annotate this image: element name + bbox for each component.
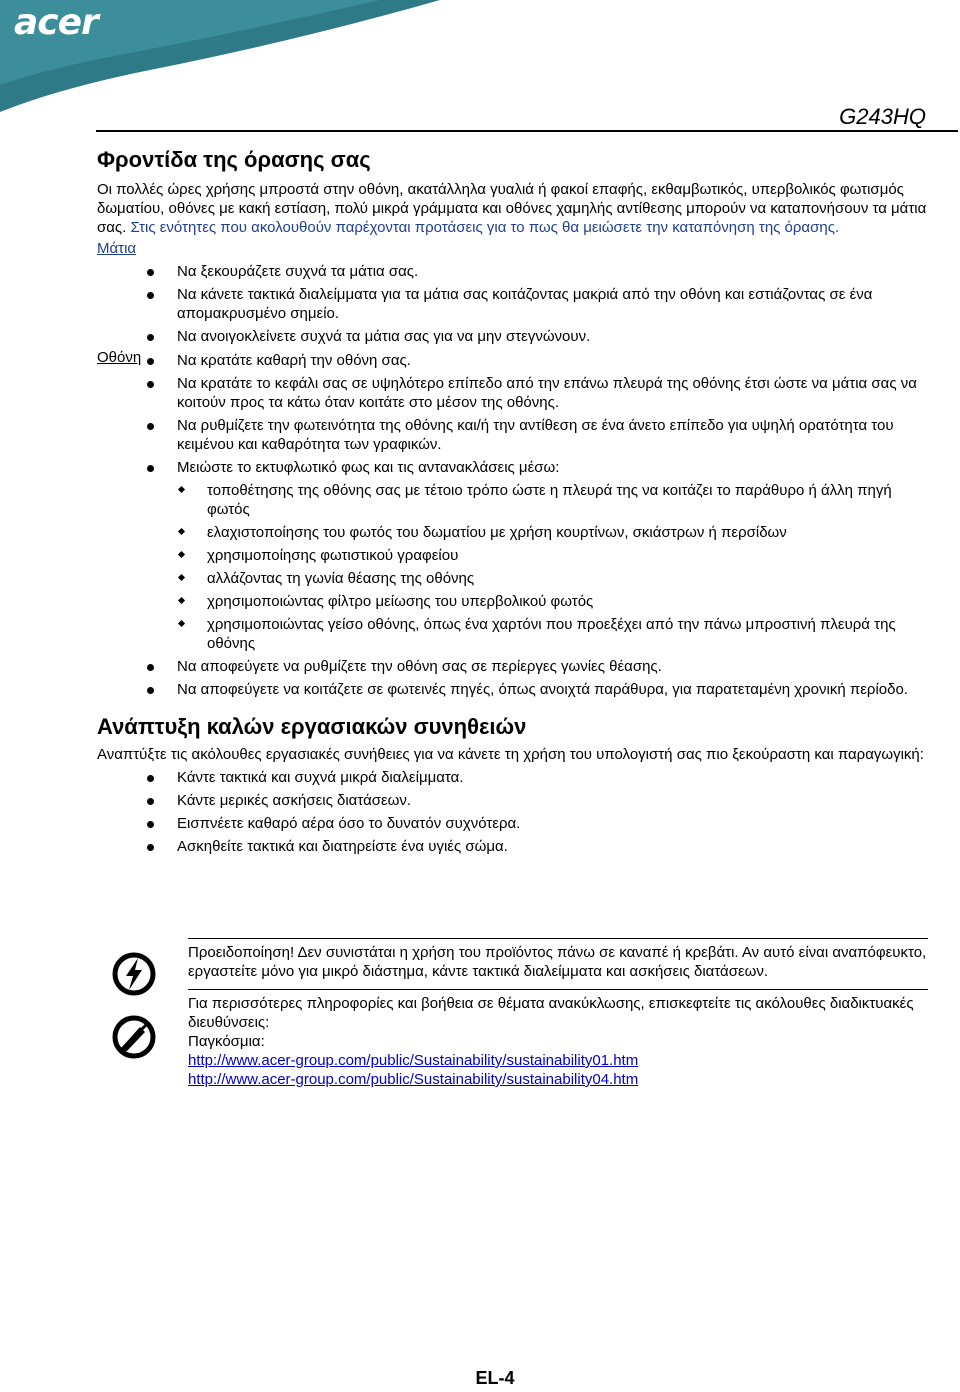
subheading-eyes: Μάτια	[97, 240, 137, 257]
recycle-note	[98, 989, 928, 1089]
bullet-icon	[147, 334, 154, 341]
list-item-text: Να ανοιγοκλείνετε συχνά τα μάτια σας για να μην στεγνώνουν.	[177, 328, 591, 345]
acer-logo: acer	[14, 2, 98, 43]
sublist-item	[97, 546, 927, 565]
list-item-text: Να ξεκουράζετε συχνά τα μάτια σας.	[177, 263, 419, 280]
list-item-text: Εισπνέετε καθαρό αέρα όσο το δυνατόν συχνότερα.	[177, 815, 521, 832]
bullet-icon	[147, 798, 154, 805]
sublist-item	[97, 615, 927, 653]
warning-text: Προειδοποίηση! Δεν συνιστάται η χρήση του προϊόντος πάνω σε καναπέ ή κρεβάτι. Αν αυτό είναι αναπόφευκτο, εργαστείτε μόνο για μικρό διάστημα, κάντε τακτικά διαλείμματα και ασκήσεις διατάσεων.	[188, 944, 927, 980]
sublist-item-text: χρησιμοποιώντας φίλτρο μείωσης του υπερβολικού φωτός	[207, 593, 594, 610]
list-item	[97, 262, 927, 281]
list-item-text: Να κάνετε τακτικά διαλείμματα για τα μάτια σας κοιτάζοντας μακριά από την οθόνη και εστιάζοντας σε ένα απομακρυσμένο σημείο.	[177, 286, 873, 322]
sublist-item	[97, 523, 927, 542]
list-item	[97, 374, 927, 412]
list-item	[97, 837, 927, 856]
work-habits-intro: Αναπτύξτε τις ακόλουθες εργασιακές συνήθειες για να κάνετε τη χρήση του υπολογιστή σας πιο ξεκούραστη και παραγωγική:	[97, 746, 924, 763]
section-title-work-habits: Ανάπτυξη καλών εργασιακών συνηθειών	[97, 714, 527, 739]
sublist-item	[97, 481, 927, 519]
bullet-icon	[147, 423, 154, 430]
intro-paragraph	[97, 180, 927, 237]
sublist-item-text: ελαχιστοποίησης του φωτός του δωματίου με χρήση κουρτίνων, σκιάστρων ή περσίδων	[207, 524, 787, 541]
notes-section	[98, 938, 928, 1089]
bullet-icon	[147, 465, 154, 472]
intro-text: Οι πολλές ώρες χρήσης μπροστά στην οθόνη, ακατάλληλα γυαλιά ή φακοί επαφής, εκθαμβωτικός, υπερβολικός φωτισμός δωματίου, οθόνες με κακή εστίαση, πολύ μικρά γράμματα και οθόνες χαμηλής αντίθεσης μπορούν να καταπονήσουν τα μάτια σας.	[97, 181, 927, 236]
display-list	[97, 351, 927, 699]
sublist-item-text: χρησιμοποίησης φωτιστικού γραφείου	[207, 547, 459, 564]
sustainability-link-2[interactable]: http://www.acer-group.com/public/Sustainability/sustainability04.htm	[188, 1071, 639, 1088]
diamond-bullet-icon	[178, 486, 185, 493]
work-habits-list	[97, 768, 927, 856]
main-content	[97, 146, 927, 860]
diamond-bullet-icon	[178, 597, 185, 604]
no-pen-icon	[112, 1015, 156, 1059]
list-item	[97, 327, 927, 346]
model-name: G243HQ	[839, 104, 926, 129]
list-item	[97, 285, 927, 323]
list-item-text: Να κρατάτε καθαρή την οθόνη σας.	[177, 352, 411, 369]
warning-note	[98, 938, 928, 981]
worldwide-label: Παγκόσμια:	[188, 1033, 265, 1050]
sublist-item	[97, 592, 927, 611]
bullet-icon	[147, 269, 154, 276]
list-item	[97, 680, 927, 699]
bullet-icon	[147, 687, 154, 694]
diamond-bullet-icon	[178, 551, 185, 558]
subheading-display: Οθόνη	[97, 349, 142, 366]
recycle-info-text: Για περισσότερες πληροφορίες και βοήθεια σε θέματα ανακύκλωσης, επισκεφτείτε τις ακόλουθες διαδικτυακές διευθύνσεις:	[188, 995, 914, 1031]
sublist-item	[97, 569, 927, 588]
sustainability-link-1[interactable]: http://www.acer-group.com/public/Sustainability/sustainability01.htm	[188, 1052, 639, 1069]
diamond-bullet-icon	[178, 620, 185, 627]
list-item-text: Να ρυθμίζετε την φωτεινότητα της οθόνης και/ή την αντίθεση σε ένα άνετο επίπεδο για υψηλή ορατότητα του κειμένου και καθαρότητα των γραφικών.	[177, 417, 894, 453]
bullet-icon	[147, 664, 154, 671]
bullet-icon	[147, 381, 154, 388]
bullet-icon	[147, 775, 154, 782]
list-item	[97, 768, 927, 787]
sublist-item-text: χρησιμοποιώντας γείσο οθόνης, όπως ένα χαρτόνι που προεξέχει από την πάνω μπροστινή πλευρά της οθόνης	[207, 616, 896, 652]
header-rule	[96, 130, 958, 132]
list-item	[97, 814, 927, 833]
page-number: EL-4	[475, 1368, 515, 1388]
list-item	[97, 351, 927, 370]
sublist-item-text: αλλάζοντας τη γωνία θέασης της οθόνης	[207, 570, 475, 587]
bullet-icon	[147, 358, 154, 365]
list-item-text: Ασκηθείτε τακτικά και διατηρείστε ένα υγιές σώμα.	[177, 838, 508, 855]
bullet-icon	[147, 821, 154, 828]
list-item	[97, 657, 927, 676]
diamond-bullet-icon	[178, 528, 185, 535]
recycle-text-box	[188, 989, 928, 1089]
list-item	[97, 791, 927, 810]
glare-sublist	[177, 481, 927, 653]
list-item	[97, 416, 927, 454]
sublist-item-text: τοποθέτησης της οθόνης σας με τέτοιο τρόπο ώστε η πλευρά της να κοιτάζει το παράθυρο ή άλλη πηγή φωτός	[207, 482, 892, 518]
list-item-text: Να αποφεύγετε να ρυθμίζετε την οθόνη σας σε περίεργες γωνίες θέασης.	[177, 658, 662, 675]
bullet-icon	[147, 292, 154, 299]
acer-logo-swoosh	[0, 0, 960, 120]
list-item-text: Κάντε μερικές ασκήσεις διατάσεων.	[177, 792, 412, 809]
list-item-text: Να αποφεύγετε να κοιτάζετε σε φωτεινές πηγές, όπως ανοιχτά παράθυρα, για παρατεταμένη χρονική περίοδο.	[177, 681, 908, 698]
list-item-text: Μειώστε το εκτυφλωτικό φως και τις αντανακλάσεις μέσω:	[177, 459, 560, 476]
warning-text-box	[188, 938, 928, 981]
eyes-list	[97, 262, 927, 346]
intro-suggestions-text: Στις ενότητες που ακολουθούν παρέχονται προτάσεις για το πως θα μειώσετε την καταπόνηση της όρασης.	[130, 219, 840, 236]
list-item-text: Κάντε τακτικά και συχνά μικρά διαλείμματα.	[177, 769, 464, 786]
section-title-eye-care: Φροντίδα της όρασης σας	[97, 147, 371, 172]
bullet-icon	[147, 844, 154, 851]
list-item-text: Να κρατάτε το κεφάλι σας σε υψηλότερο επίπεδο από την επάνω πλευρά της οθόνης έτσι ώστε να μάτια σας να κοιτούν προς τα κάτω όταν κοιτάτε στο μέσον της οθόνης.	[177, 375, 917, 411]
diamond-bullet-icon	[178, 574, 185, 581]
list-item	[97, 458, 927, 653]
